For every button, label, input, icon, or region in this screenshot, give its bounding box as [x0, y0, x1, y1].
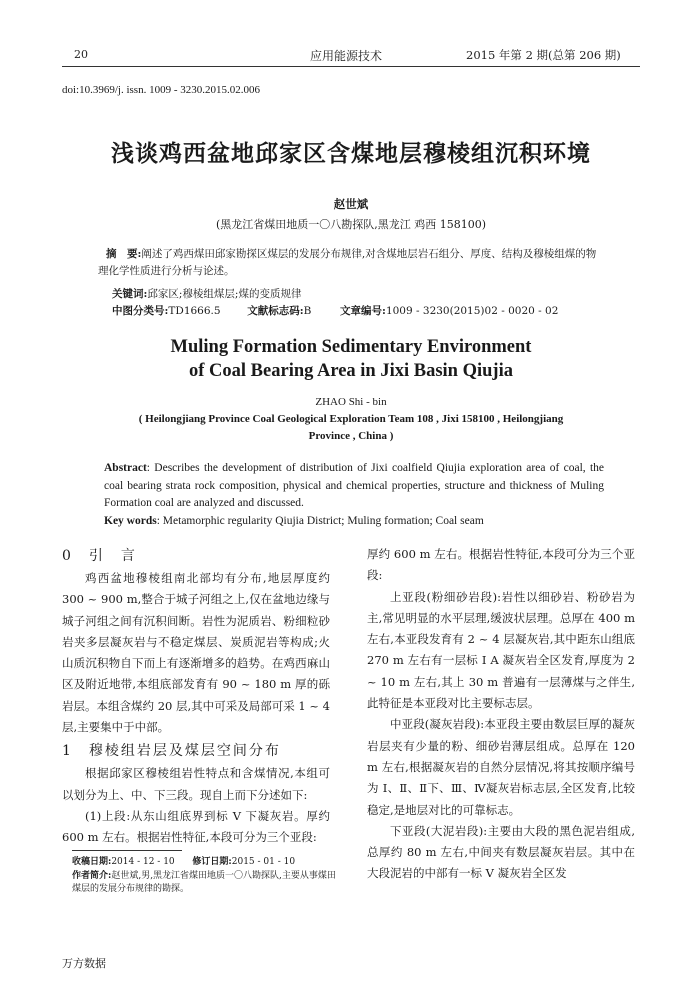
- header-rule: [62, 66, 640, 67]
- footnote-rule: [72, 850, 182, 851]
- clc-label: 中图分类号:: [112, 305, 169, 317]
- journal-name: 应用能源技术: [310, 49, 383, 63]
- issue-info: 2015 年第 2 期(总第 206 期): [466, 48, 621, 62]
- left-column: [62, 544, 330, 845]
- upper-member-continuation: 厚约 600 m 左右。根据岩性特征,本段可分为三个亚段:: [367, 547, 635, 583]
- english-abstract: [104, 460, 604, 513]
- chinese-title: 浅谈鸡西盆地邱家区含煤地层穆棱组沉积环境: [111, 140, 591, 167]
- chinese-keywords-label: 关键词:: [112, 288, 148, 300]
- english-author: ZHAO Shi - bin: [315, 396, 387, 408]
- clc-value: TD1666.5: [168, 305, 221, 317]
- distribution-paragraph: 根据邱家区穆棱组岩性特点和含煤情况,本组可以划分为上、中、下三段。现自上而下分述如下:: [62, 766, 330, 802]
- upper-member-item: (1)上段:从东山组底界到标 V 下凝灰岩。厚约 600 m 左右。根据岩性特征,本段可分为三个亚段:: [62, 808, 330, 845]
- revised-label: 修订日期:: [192, 857, 232, 867]
- english-keywords-label: Key words: [104, 515, 157, 527]
- chinese-keywords: [112, 286, 301, 303]
- chinese-author: 赵世斌: [333, 197, 369, 211]
- article-no-value: 1009 - 3230(2015)02 - 0020 - 02: [385, 305, 559, 317]
- english-affiliation-line1: ( Heilongjiang Province Coal Geological Exploration Team 108 , Jixi 158100 , Heilongjiang: [138, 413, 564, 425]
- chinese-abstract: [98, 246, 604, 280]
- author-bio-value: 赵世斌,男,黑龙江省煤田地质一〇八勘探队,主要从事煤田煤层的发展分布规律的勘探。: [72, 871, 336, 894]
- chinese-abstract-text: 阐述了鸡西煤田邱家勘探区煤层的发展分布规律,对含煤地层岩石组分、厚度、结构及穆棱组煤的物理化学性质进行分析与论述。: [98, 248, 597, 277]
- received-label: 收稿日期:: [72, 857, 112, 867]
- received-value: 2014 - 12 - 10: [111, 857, 175, 867]
- english-keywords-text: : Metamorphic regularity Qiujia District; Muling formation; Coal seam: [156, 515, 484, 527]
- introduction-paragraph: 鸡西盆地穆棱组南北部均有分布,地层厚度约 300 ~ 900 m,整合于城子河组之上,仅在盆地边缘与城子河组之间有沉积间断。岩性为泥质岩、粉细粒砂岩夹多层凝灰岩与不稳定煤层、炭质泥岩等构成;火山质沉积物自下而上有逐渐增多的趋势。在鸡西麻山区及附近地带,本组底部发育有 90 ~ 180 m 厚的砾岩层。本组含煤约 20 层,其中可采及局部可采 1 ~ 4 层,主要集中于中部。: [62, 571, 330, 735]
- english-abstract-label: Abstract: [104, 462, 147, 474]
- chinese-keywords-text: 邱家区;穆棱组煤层;煤的变质规律: [147, 288, 302, 300]
- english-abstract-text: : Describes the development of distribution of Jixi coalfield Qiujia exploration area of coal, the coal bearing strata rock composition, physical and chemical properties, structure and thickness of Muling Formation coal are analyzed and discussed.: [104, 462, 604, 509]
- doc-code-label: 文献标志码:: [247, 305, 304, 317]
- english-keywords: [104, 513, 604, 531]
- upper-submember-paragraph: 上亚段(粉细砂岩段):岩性以细砂岩、粉砂岩为主,常见明显的水平层理,缓波状层理。总厚在 400 m 左右,本亚段发育有 2 ~ 4 层凝灰岩,其中距东山组底 270 m 左右有一层标 I A 凝灰岩全区发育,厚度为 2 ~ 10 m 左右,其上 30 m 普遍有一层薄煤与之伴生,此特征是本亚段对比主要标志层。: [367, 589, 635, 711]
- doi: doi:10.3969/j. issn. 1009 - 3230.2015.02.006: [62, 84, 261, 96]
- chinese-abstract-label: 摘 要:: [106, 248, 142, 260]
- english-title-line2: of Coal Bearing Area in Jixi Basin Qiujia: [189, 361, 513, 381]
- section-heading-introduction: 0 引 言: [62, 548, 137, 564]
- english-affiliation-line2: Province , China ): [308, 430, 394, 442]
- english-title-line1: Muling Formation Sedimentary Environment: [170, 337, 532, 357]
- watermark: 万方数据: [62, 957, 106, 970]
- page-number: 20: [74, 48, 88, 61]
- footnote-dates: [72, 856, 340, 869]
- revised-value: 2015 - 01 - 10: [231, 857, 296, 867]
- footnote-author: [72, 870, 340, 896]
- chinese-affiliation: (黑龙江省煤田地质一〇八勘探队,黑龙江 鸡西 158100): [215, 218, 487, 231]
- section-heading-distribution: 1 穆棱组岩层及煤层空间分布: [62, 743, 281, 760]
- right-column: [367, 544, 635, 885]
- middle-submember-paragraph: 中亚段(凝灰岩段):本亚段主要由数层巨厚的凝灰岩层夹有少量的粉、细砂岩薄层组成。总厚在 120 m 左右,根据凝灰岩的自然分层情况,将其按顺序编号为 Ⅰ、Ⅱ、Ⅱ下、Ⅲ、Ⅳ凝灰岩标志层,全区发育,比较稳定,是地层对比的可靠标志。: [367, 717, 635, 817]
- doc-code-value: B: [303, 305, 312, 317]
- author-bio-label: 作者简介:: [72, 871, 112, 881]
- lower-submember-paragraph: 下亚段(大泥岩段):主要由大段的黑色泥岩组成,总厚约 80 m 左右,中间夹有数层凝灰岩层。其中在大段泥岩的中部有一标 V 凝灰岩全区发: [367, 823, 635, 881]
- article-no-label: 文章编号:: [340, 305, 386, 317]
- classification-line: [112, 303, 612, 320]
